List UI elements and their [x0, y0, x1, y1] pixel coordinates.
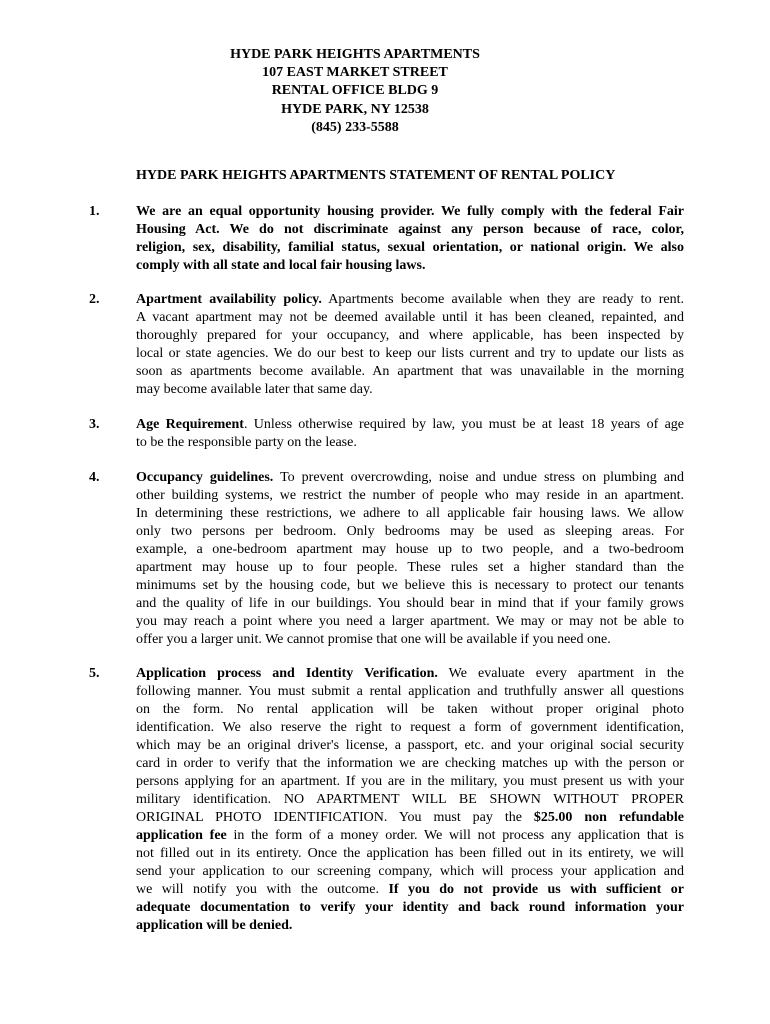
text-line: persons applying for an apartment. If you are in the military, you must present us with your [136, 774, 684, 789]
item-number: 3. [89, 417, 100, 432]
fee-label: application fee [136, 828, 227, 843]
warning-text: If you do not provide us with sufficient or [388, 882, 684, 897]
item-number: 4. [89, 470, 100, 485]
item-text [136, 203, 684, 275]
text-line: In determining these restrictions, we adhere to all applicable fair housing laws. We allow [136, 506, 684, 521]
city-state-zip: HYDE PARK, NY 12538 [281, 101, 429, 117]
warning-line: application will be denied. [136, 918, 293, 933]
text-line: comply with all state and local fair housing laws. [136, 258, 426, 273]
item-number: 2. [89, 292, 100, 307]
text-line: religion, sex, disability, familial status, sexual orientation, or national origin. We also [136, 240, 684, 255]
text-run: ORIGINAL PHOTO IDENTIFICATION. You must pay the [136, 810, 534, 825]
item-heading: Application process and Identity Verification. [136, 666, 438, 681]
text-line: military identification. NO APARTMENT WILL BE SHOWN WITHOUT PROPER [136, 792, 684, 807]
text-line: other building systems, we restrict the number of people who may reside in an apartment. [136, 488, 684, 503]
warning-line: adequate documentation to verify your identity and back round information your [136, 900, 684, 915]
text-line: which may be an original driver's license, a passport, etc. and your original social security [136, 738, 684, 753]
company-name: HYDE PARK HEIGHTS APARTMENTS [230, 47, 480, 62]
text-line: may become available later that same day. [136, 382, 373, 397]
text-line: thoroughly prepared for your occupancy, and where applicable, has been inspected by [136, 328, 684, 343]
text-line [136, 827, 684, 845]
text-line: local or state agencies. We do our best to keep our lists current and try to update our lists as [136, 346, 684, 361]
letterhead [0, 46, 710, 137]
statement-title: HYDE PARK HEIGHTS APARTMENTS STATEMENT OF RENTAL POLICY [136, 168, 616, 183]
text-line: to be the responsible party on the lease. [136, 435, 357, 450]
text-line: card in order to verify that the information we are checking matches up with the person or [136, 756, 684, 771]
street-address: 107 EAST MARKET STREET [262, 65, 448, 81]
text-run: We evaluate every apartment in the [437, 666, 684, 681]
text-line: identification. We also reserve the right to request a form of government identification, [136, 720, 684, 735]
text-line: apartment may house up to four people. These rules set a higher standard than the [136, 560, 684, 575]
text-line: on the form. No rental application will be taken without proper original photo [136, 702, 684, 717]
text-run: To prevent overcrowding, noise and undue stress on plumbing and [273, 470, 684, 485]
item-number: 1. [89, 204, 100, 219]
text-run: . Unless otherwise required by law, you must be at least 18 years of age [243, 417, 685, 432]
text-line: minimums set by the housing code, but we believe this is necessary to protect our tenants [136, 578, 684, 593]
text-line [136, 809, 684, 827]
item-number: 5. [89, 666, 100, 681]
fee-amount: $25.00 non refundable [533, 810, 684, 825]
text-line: A vacant apartment may not be deemed available until it has been cleaned, repainted, and [136, 310, 684, 325]
item-text [136, 291, 684, 399]
item-heading: Apartment availability policy. [136, 292, 322, 307]
text-line: following manner. You must submit a rental application and truthfully answer all questions [136, 684, 684, 699]
text-line: We are an equal opportunity housing provider. We fully comply with the federal Fair [136, 204, 684, 219]
text-line [136, 881, 684, 899]
text-line: and the quality of life in our buildings. You should bear in mind that if your family grows [136, 596, 684, 611]
text-line: only two persons per bedroom. Only bedrooms may be used as sleeping areas. For [136, 524, 684, 539]
item-heading: Age Requirement [136, 417, 244, 432]
office-location: RENTAL OFFICE BLDG 9 [271, 83, 439, 99]
item-text [136, 416, 684, 452]
item-text [136, 665, 684, 935]
phone-number: (845) 233-5588 [311, 119, 399, 135]
text-line [136, 291, 684, 309]
text-line [136, 416, 684, 434]
text-line: Housing Act. We do not discriminate against any person because of race, color, [136, 222, 684, 237]
text-line: soon as apartments become available. An apartment that was unavailable in the morning [136, 364, 684, 379]
item-text [136, 469, 684, 649]
text-line: offer you a larger unit. We cannot promise that one will be available if you need one. [136, 632, 611, 647]
text-line: not filled out in its entirety. Once the application has been filled out in its entirety, we will [136, 846, 684, 861]
text-line: you may reach a point where you need a larger apartment. We may or may not be able to [136, 614, 684, 629]
text-run: in the form of a money order. We will not process any application that is [226, 828, 684, 843]
text-line [136, 469, 684, 487]
text-run: Apartments become available when they are ready to rent. [321, 292, 684, 307]
text-run: we will notify you with the outcome. [136, 882, 389, 897]
text-line [136, 665, 684, 683]
text-line: example, a one-bedroom apartment may house up to two people, and a two-bedroom [136, 542, 684, 557]
text-line: send your application to our screening company, which will process your application and [136, 864, 684, 879]
item-heading: Occupancy guidelines. [136, 470, 274, 485]
